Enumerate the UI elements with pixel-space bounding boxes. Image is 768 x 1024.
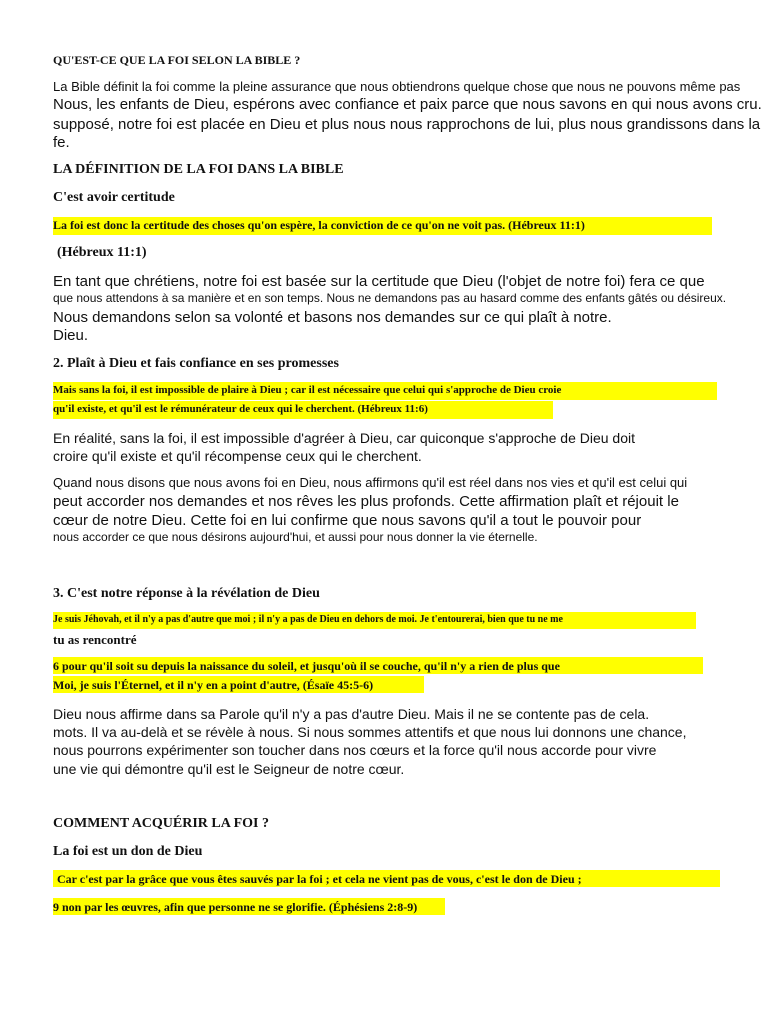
text-line: que nous attendons à sa manière et en son temps. Nous ne demandons pas au hasard comme des enfants gâtés ou désireux. [53,291,727,305]
subsection-heading: C'est avoir certitude [53,190,175,205]
text-line: Quand nous disons que nous avons foi en Dieu, nous affirmons qu'il est réel dans nos vies et qu'il est celui qui [53,475,688,490]
bible-quote: Mais sans la foi, il est impossible de plaire à Dieu ; car il est nécessaire que celui qui s'approche de Dieu croie [53,384,562,396]
bible-reference: (Hébreux 11:1) [57,245,147,260]
bible-quote: Je suis Jéhovah, et il n'y a pas d'autre que moi ; il n'y a pas de Dieu en dehors de moi. Je t'entourerai, bien que tu ne me [53,614,563,625]
subsection-heading: La foi est un don de Dieu [53,844,203,859]
text-line: mots. Il va au-delà et se révèle à nous. Si nous sommes attentifs et que nous lui donnons une chance, [53,724,687,740]
bible-quote: Moi, je suis l'Éternel, et il n'y en a point d'autre, (Ésaïe 45:5-6) [53,678,374,692]
bible-quote: 6 pour qu'il soit su depuis la naissance du soleil, et jusqu'où il se couche, qu'il n'y a rien de plus que [53,659,560,673]
bible-quote: Car c'est par la grâce que vous êtes sauvés par la foi ; et cela ne vient pas de vous, c'est le don de Dieu ; [57,872,582,886]
text-line: une vie qui démontre qu'il est le Seigneur de notre cœur. [53,761,405,777]
section-heading: COMMENT ACQUÉRIR LA FOI ? [53,816,269,831]
text-line: En réalité, sans la foi, il est impossible d'agréer à Dieu, car quiconque s'approche de Dieu doit [53,430,636,446]
text-line: En tant que chrétiens, notre foi est basée sur la certitude que Dieu (l'objet de notre foi) fera ce que [53,273,705,290]
text-line: Dieu. [53,327,89,344]
text-line: peut accorder nos demandes et nos rêves les plus profonds. Cette affirmation plaît et réjouit le [53,493,679,510]
bible-quote: qu'il existe, et qu'il est le rémunérateur de ceux qui le cherchent. (Hébreux 11:6) [53,403,428,415]
subsection-heading: 2. Plaît à Dieu et fais confiance en ses promesses [53,356,339,371]
bible-quote-continuation: tu as rencontré [53,632,137,647]
text-line: nous accorder ce que nous désirons aujourd'hui, et aussi pour nous donner la vie éternelle. [53,530,538,544]
page-title: QU'EST-CE QUE LA FOI SELON LA BIBLE ? [53,53,301,67]
text-line: La Bible définit la foi comme la pleine assurance que nous obtiendrons quelque chose que nous ne pouvons même pas [53,79,741,94]
subsection-heading: 3. C'est notre réponse à la révélation de Dieu [53,586,320,601]
text-line: fe. [53,134,70,151]
text-line: supposé, notre foi est placée en Dieu et plus nous nous rapprochons de lui, plus nous grandissons dans la [53,116,761,133]
text-line: Dieu nous affirme dans sa Parole qu'il n'y a pas d'autre Dieu. Mais il ne se contente pas de cela. [53,706,650,722]
text-line: cœur de notre Dieu. Cette foi en lui confirme que nous savons qu'il a tout le pouvoir pour [53,512,642,529]
text-line: croire qu'il existe et qu'il récompense ceux qui le cherchent. [53,448,422,464]
text-line: Nous demandons selon sa volonté et basons nos demandes sur ce qui plaît à notre. [53,309,612,326]
text-line: Nous, les enfants de Dieu, espérons avec confiance et paix parce que nous savons en qui nous avons cru. [53,96,762,113]
text-line: nous pourrons expérimenter son toucher dans nos cœurs et la force qu'il nous accorde pour vivre [53,742,657,758]
bible-quote: La foi est donc la certitude des choses qu'on espère, la conviction de ce qu'on ne voit pas. (Hébreux 11:1) [53,218,585,232]
bible-quote: 9 non par les œuvres, afin que personne ne se glorifie. (Éphésiens 2:8-9) [53,900,418,914]
section-heading: LA DÉFINITION DE LA FOI DANS LA BIBLE [53,162,344,177]
